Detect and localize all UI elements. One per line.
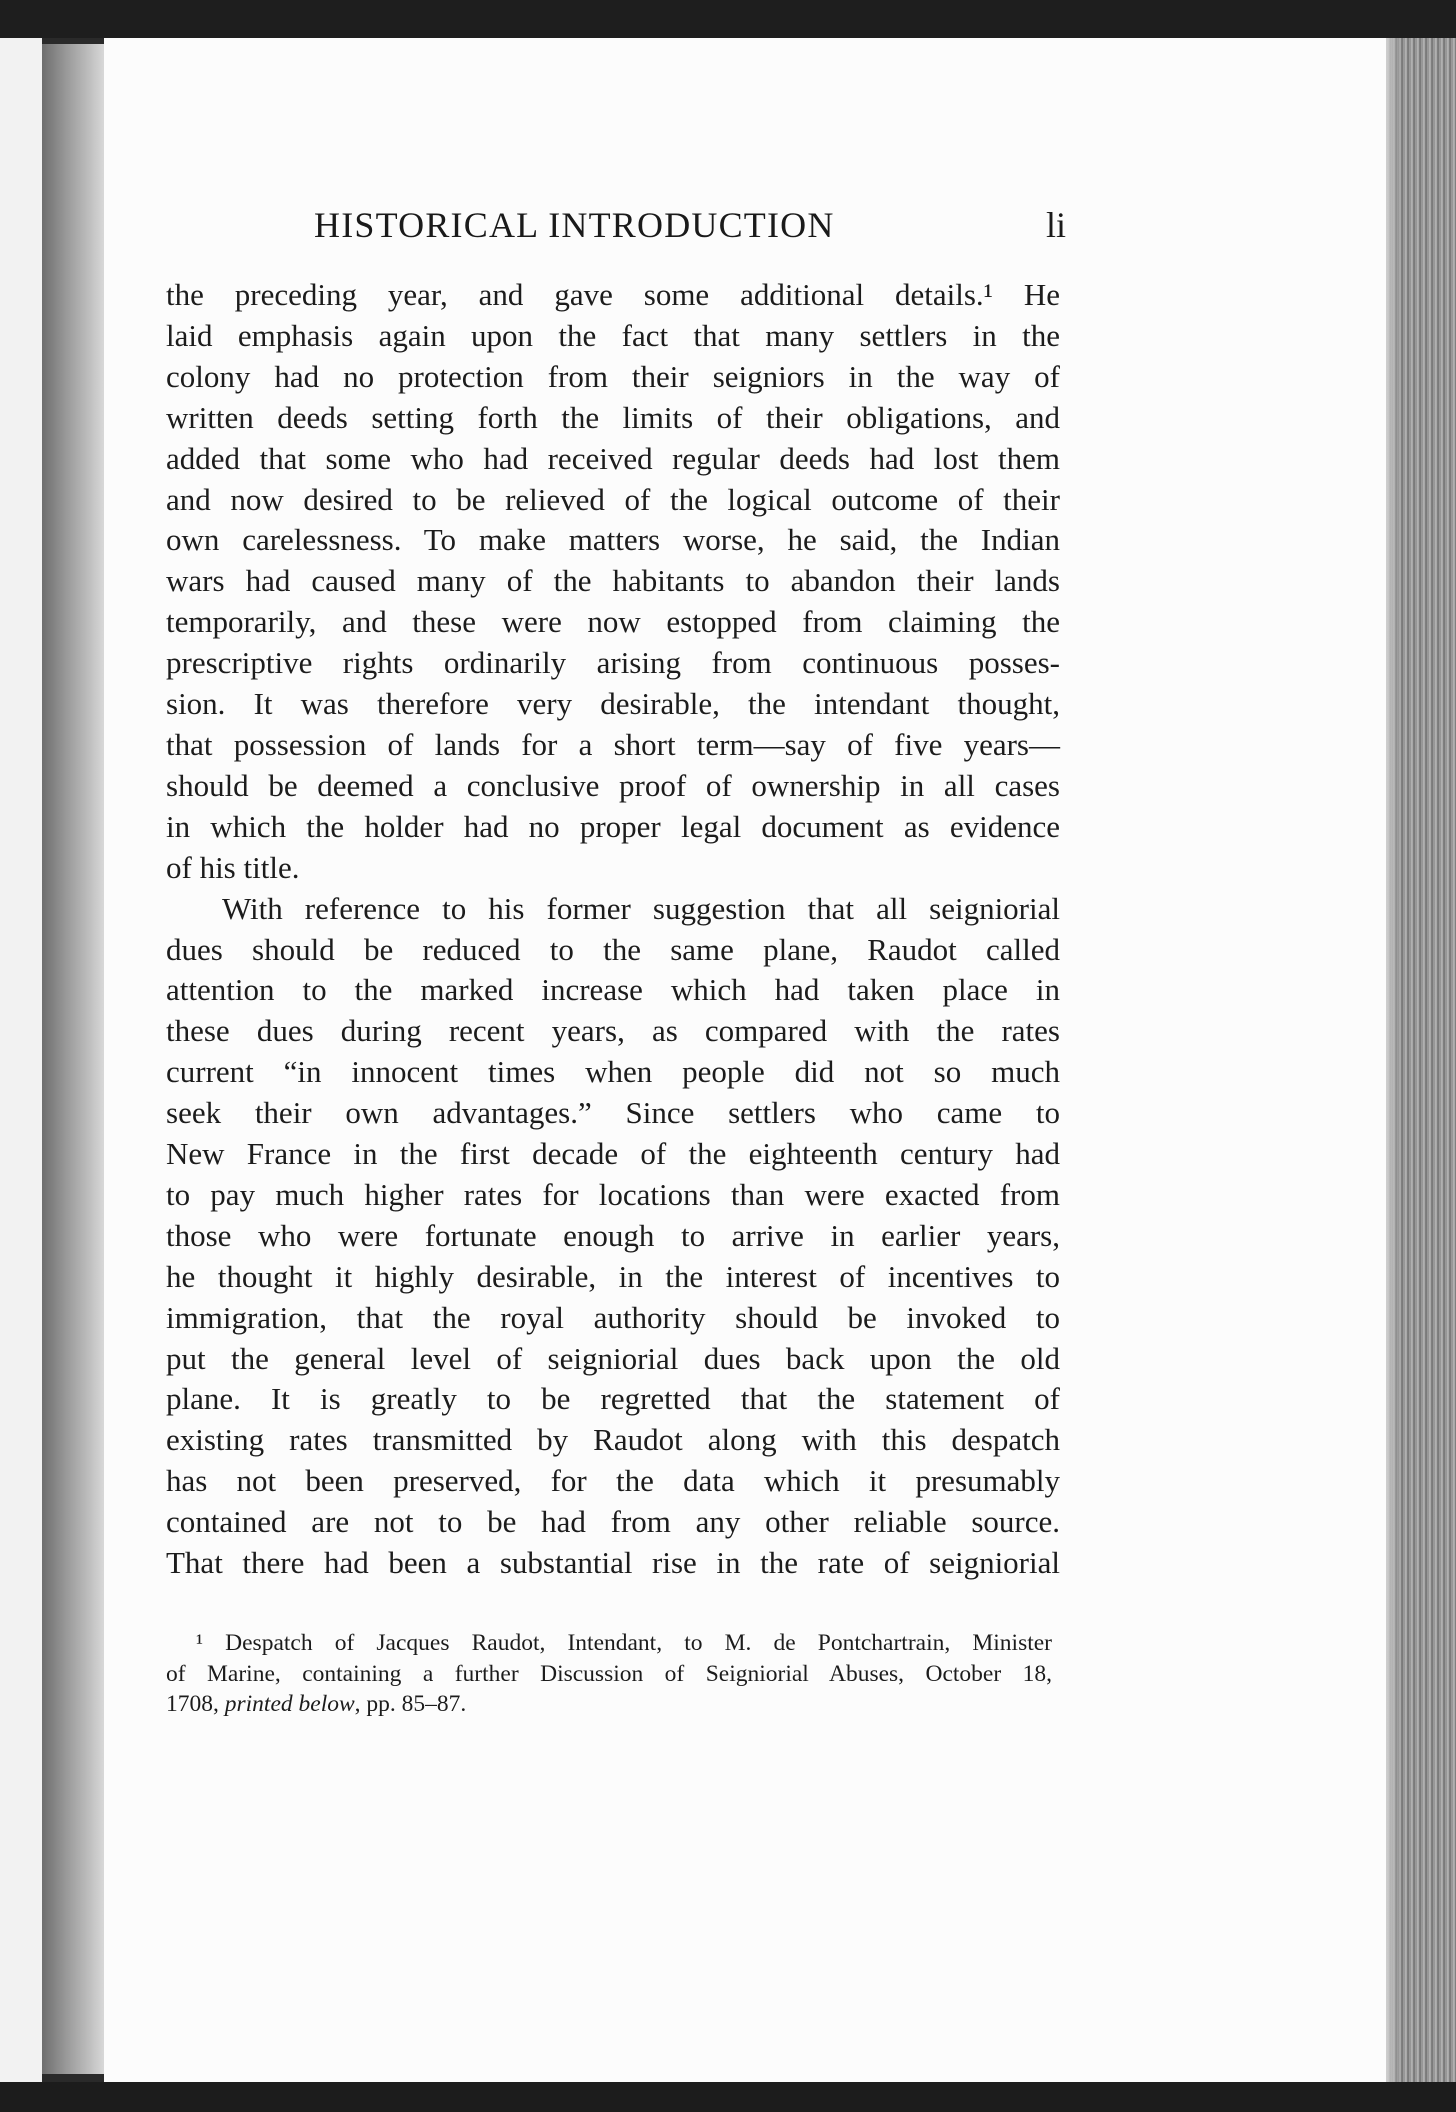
- page-number: li: [1045, 205, 1066, 245]
- footnote-pages: , pp. 85–87.: [354, 1691, 467, 1717]
- book-gutter: [42, 44, 104, 2074]
- footnote-printed-below: printed below: [224, 1691, 355, 1717]
- text-line: colony had no protection from their seigniors in the way of: [166, 358, 1060, 394]
- text-line: has not been preserved, for the data which it presumably: [166, 1463, 1060, 1499]
- footnote-line: ¹ Despatch of Jacques Raudot, Intendant, to M. de Pontchartrain, Minister: [196, 1630, 1052, 1656]
- text-line: added that some who had received regular deeds had lost them: [166, 440, 1060, 476]
- text-line: attention to the marked increase which had taken place in: [166, 972, 1060, 1008]
- scan-bottom-edge: [0, 2082, 1456, 2112]
- footnote: [166, 1628, 1052, 1720]
- text-line: of his title.: [166, 849, 300, 885]
- footnote-year: 1708,: [166, 1691, 225, 1717]
- paragraph-1: [166, 275, 1060, 889]
- running-head: [166, 204, 1066, 258]
- text-line: With reference to his former suggestion that all seigniorial: [222, 890, 1060, 926]
- text-line: own carelessness. To make matters worse, he said, the Indian: [166, 522, 1060, 558]
- text-line: New France in the first decade of the eighteenth century had: [166, 1136, 1060, 1172]
- text-line: and now desired to be relieved of the logical outcome of their: [166, 481, 1060, 517]
- text-line: wars had caused many of the habitants to abandon their lands: [166, 563, 1060, 599]
- scan-top-edge: [0, 0, 1456, 38]
- text-line: laid emphasis again upon the fact that many settlers in the: [166, 317, 1060, 353]
- text-line: immigration, that the royal authority should be invoked to: [166, 1299, 1060, 1335]
- text-line: temporarily, and these were now estopped from claiming the: [166, 604, 1060, 640]
- text-line: sion. It was therefore very desirable, the intendant thought,: [166, 686, 1060, 722]
- text-line: current “in innocent times when people did not so much: [166, 1054, 1060, 1090]
- text-line: the preceding year, and gave some additional details.¹ He: [166, 277, 1060, 312]
- paragraph-2: [166, 889, 1060, 1584]
- text-line: these dues during recent years, as compared with the rates: [166, 1013, 1060, 1049]
- text-line: seek their own advantages.” Since settlers who came to: [166, 1095, 1060, 1131]
- text-line: in which the holder had no proper legal document as evidence: [166, 808, 1060, 844]
- text-line: should be deemed a conclusive proof of ownership in all cases: [166, 767, 1060, 803]
- text-line: plane. It is greatly to be regretted that the statement of: [166, 1381, 1060, 1417]
- running-head-title: HISTORICAL INTRODUCTION: [314, 205, 835, 245]
- text-line: those who were fortunate enough to arrive in earlier years,: [166, 1217, 1060, 1253]
- text-line: prescriptive rights ordinarily arising from continuous posses-: [166, 645, 1060, 681]
- text-line: put the general level of seigniorial dues back upon the old: [166, 1340, 1060, 1376]
- footnote-line: of Marine, containing a further Discussion of Seigniorial Abuses, October 18,: [166, 1660, 1052, 1687]
- text-line: That there had been a substantial rise in the rate of seigniorial: [166, 1545, 1060, 1581]
- text-line: he thought it highly desirable, in the interest of incentives to: [166, 1258, 1060, 1294]
- text-line: existing rates transmitted by Raudot along with this despatch: [166, 1422, 1060, 1458]
- text-line: to pay much higher rates for locations than were exacted from: [166, 1176, 1060, 1212]
- body-text: [166, 275, 1060, 1584]
- text-line: dues should be reduced to the same plane, Raudot called: [166, 931, 1060, 967]
- facing-page-edge: [0, 38, 42, 2082]
- text-line: contained are not to be had from any other reliable source.: [166, 1504, 1060, 1540]
- footnote-line: [166, 1689, 1052, 1720]
- fore-edge-shadow: [1386, 38, 1400, 2082]
- text-line: written deeds setting forth the limits of their obligations, and: [166, 399, 1060, 435]
- text-line: that possession of lands for a short term—say of five years—: [166, 726, 1060, 762]
